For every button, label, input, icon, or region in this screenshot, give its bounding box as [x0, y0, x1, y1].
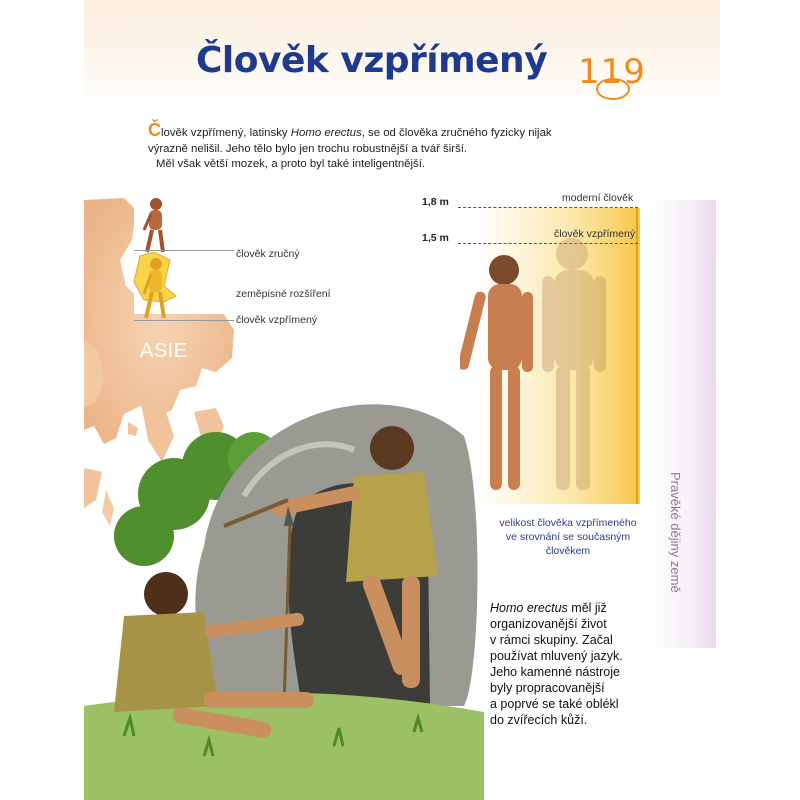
bottom-line3: používat mluvený jazyk.: [490, 649, 623, 663]
side-tab-label: Pravěké dějiny země: [668, 472, 683, 593]
height-caption-line1: velikost člověka vzpřímeného: [499, 517, 637, 529]
intro-paragraph: [148, 120, 588, 173]
height-caption-line3: člověkem: [545, 545, 591, 557]
homo-erectus-figure: [138, 256, 174, 320]
drop-cap: Č: [148, 120, 161, 140]
bottom-line5: byly propracovanější: [490, 681, 605, 695]
homo-habilis-figure: [138, 196, 174, 254]
page-title: Člověk vzpřímený: [196, 40, 548, 81]
height-caption: [488, 516, 648, 558]
intro-line1b: , se od člověka zručného fyzicky nijak: [361, 127, 552, 139]
legend-range: zeměpisné rozšíření: [236, 288, 331, 300]
modern-human-silhouette: [542, 238, 606, 490]
map-label-asia: ASIE: [140, 340, 188, 362]
page-number: 119: [578, 52, 646, 92]
height-caption-line2: ve srovnání se současným: [505, 531, 631, 543]
intro-latin-name: Homo erectus: [290, 127, 362, 139]
bottom-paragraph: [490, 600, 640, 728]
intro-line2: výrazně nelišil. Jeho tělo bylo jen trochu robustnější a tvář širší.: [148, 142, 468, 155]
bottom-line6: a poprvé se také oblékl: [490, 697, 619, 711]
page-number-ring-decoration: [596, 78, 630, 100]
height-1-5: 1,5 m: [422, 232, 449, 244]
bottom-line7: do zvířecích kůží.: [490, 713, 588, 727]
legend-homo-habilis: člověk zručný: [236, 248, 300, 260]
bottom-line0: měl již: [567, 601, 607, 615]
intro-line3: Měl však větší mozek, a proto byl také inteligentnější.: [156, 158, 426, 170]
bottom-line2: v rámci skupiny. Začal: [490, 633, 613, 647]
height-label-erectus: člověk vzpřímený: [554, 228, 636, 240]
legend-divider-2: [134, 320, 234, 321]
height-1-8: 1,8 m: [422, 196, 449, 208]
bottom-line1: organizovanější život: [490, 617, 607, 631]
height-comparison-figures: [460, 200, 640, 506]
bottom-latin-name: Homo erectus: [490, 601, 568, 615]
height-label-modern: moderní člověk: [562, 192, 634, 204]
legend-divider-1: [134, 250, 234, 251]
intro-line1a: lověk vzpřímený, latinsky: [161, 127, 291, 139]
legend-homo-erectus: člověk vzpřímený: [236, 314, 318, 326]
bottom-line4: Jeho kamenné nástroje: [490, 665, 620, 679]
cave-scene-illustration: [84, 376, 484, 800]
